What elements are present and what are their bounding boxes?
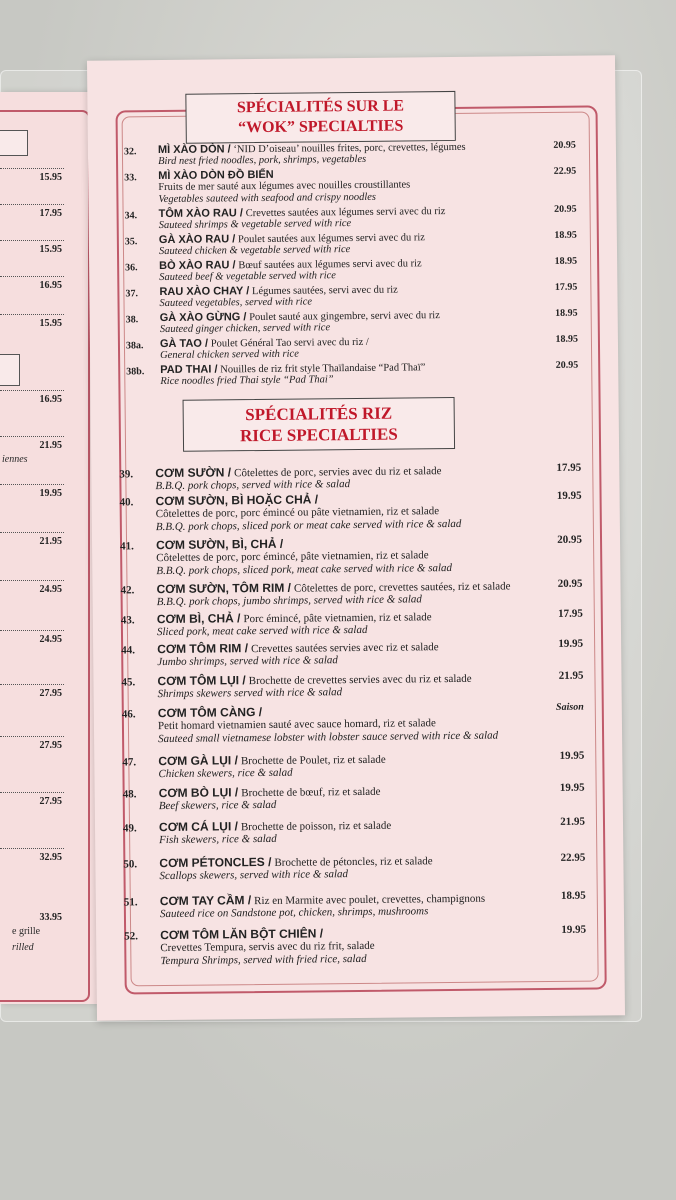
item-price: 18.95 [554,255,578,267]
item-name: CƠM TAY CẦM / [159,893,252,909]
item-description-en: Sauteed shrimps & vegetable served with rice [158,218,352,232]
item-number: 47. [122,756,137,769]
left-section-title-box [0,354,20,386]
wok-title-en: “WOK” SPECIALTIES [237,117,404,137]
item-description-fr: Côtelettes de porc, crevettes sautées, riz et salade [293,580,511,595]
item-number: 34. [124,210,138,222]
item-description-fr: Crevettes Tempura, servis avec du riz frit, salade [160,939,375,955]
item-name: CƠM GÀ LỤI / [158,753,238,769]
right-menu-page [87,55,625,1020]
item-description-fr: Côtelettes de porc, servies avec du riz et salade [234,465,442,480]
item-description-fr: Brochette de crevettes servies avec du riz et salade [248,672,472,688]
item-number: 37. [125,288,138,300]
item-description-fr: Poulet sautées aux légumes servi avec du riz [237,232,425,246]
item-name: CƠM BÌ, CHẢ / [156,611,241,627]
item-name: BÒ XÀO RAU / [159,259,236,273]
item-name: CƠM PÉTONCLES / [159,854,272,871]
item-description-fr: Bœuf sautées aux légumes servi avec du riz [238,258,422,272]
item-number: 52. [124,930,138,943]
item-number: 38. [125,314,139,326]
item-description-en: Shrimps skewers served with rice & salad [157,686,343,701]
item-name: TÔM XÀO RAU / [158,207,243,221]
item-description-en: Bird nest fried noodles, pork, shrimps, vegetables [157,153,367,168]
item-description-fr: ‘NID D’oiseau’ nouilles frites, porc, crevettes, légumes [233,141,466,156]
item-description-en: Chicken skewers, rice & salad [158,766,293,781]
item-price: 18.95 [554,229,577,241]
item-name: CƠM SƯỜN / [155,465,232,481]
item-name: PAD THAI / [160,363,218,377]
item-name: MÌ XÀO DÒN / [157,143,231,157]
item-description-en: Rice noodles fried Thai style “Pad Thai” [160,374,334,388]
item-number: 32. [123,146,137,158]
item-price: 20.95 [557,577,583,590]
item-description-en: Sauteed small vietnamese lobster with lobster sauce served with rice & salad [158,729,499,746]
item-name: GÀ XÀO RAU / [158,233,236,247]
item-description-fr: Fruits de mer sauté aux légumes avec nouilles croustillantes [158,179,411,194]
item-description-fr: Poulet sauté aux gingembre, servi avec du riz [249,310,440,324]
item-name: CƠM SƯỜN, BÌ, CHẢ / [155,536,284,553]
item-number: 38b. [126,366,145,378]
item-price: 19.95 [558,637,584,650]
item-description-en: Sauteed ginger chicken, served with rice [159,322,331,336]
item-name: MÌ XÀO DÒN ĐỒ BIỂN [158,168,274,183]
item-price: 17.95 [556,461,582,474]
item-price: 19.95 [561,923,587,936]
item-price: 18.95 [560,889,586,902]
item-description-en: B.B.Q. pork chops, jumbo shrimps, served with rice & salad [156,593,422,609]
item-description-en: Sauteed vegetables, served with rice [159,296,313,310]
item-name: RAU XÀO CHAY / [159,285,250,299]
item-number: 45. [121,676,136,689]
item-name: CƠM CÁ LỤI / [158,819,238,835]
item-name: CƠM SƯỜN, BÌ HOẶC CHẢ / [155,492,319,509]
item-description-fr: Brochette de pétoncles, riz et salade [274,855,433,869]
item-number: 35. [124,236,138,248]
item-name: CƠM TÔM LỤI / [157,673,246,689]
item-description-en: Tempura Shrimps, served with fried rice, salad [160,952,367,968]
item-number: 42. [120,584,135,597]
item-description-fr: Nouilles de riz frit style Thaïlandaise “Pad Thaï” [220,362,426,376]
left-menu-page: 15.95 17.95 15.95 16.95 15.95 16.95 21.95 iennes 19.95 21.95 24.95 24.95 27.95 27.95 27.95 32.95 33.95 e grille rilled [0,92,104,1004]
item-price: Saison [555,701,584,713]
item-description-en: Sauteed beef & vegetable served with rice [159,270,336,284]
item-number: 49. [122,822,137,835]
item-description-en: Sauteed rice on Sandstone pot, chicken, shrimps, mushrooms [159,905,429,921]
left-section-title-box [0,130,28,156]
item-price: 18.95 [555,333,578,345]
item-number: 41. [120,540,134,553]
item-price: 20.95 [553,139,576,151]
item-description-fr: Brochette de bœuf, riz et salade [241,785,381,800]
item-number: 44. [121,644,135,657]
item-description-fr: Riz en Marmite avec poulet, crevettes, champignons [254,892,486,908]
item-price: 20.95 [555,359,579,371]
item-number: 39. [119,468,134,481]
rice-section-title [183,397,456,452]
item-number: 33. [124,172,137,184]
wok-title-fr: SPÉCIALITÉS SUR LE [236,97,405,117]
item-description-en: B.B.Q. pork chops, sliced pork, meat cake served with rice & salad [156,561,453,578]
item-price: 20.95 [557,533,583,546]
item-description-en: Vegetables sauteed with seafood and crispy noodles [158,191,377,206]
item-price: 17.95 [557,607,583,620]
item-name: CƠM BÒ LỤI / [158,785,239,801]
item-price: 22.95 [553,165,577,177]
item-description-fr: Brochette de poisson, riz et salade [240,819,392,834]
item-price: 21.95 [560,815,586,828]
item-description-en: Fish skewers, rice & salad [159,832,277,847]
item-description-fr: Légumes sautées, servi avec du riz [251,284,398,298]
item-price: 19.95 [559,781,585,794]
item-description-fr: Poulet Général Tao servi avec du riz / [210,336,369,350]
item-description-en: Beef skewers, rice & salad [158,798,277,813]
item-description-en: B.B.Q. pork chops, served with rice & salad [155,478,351,493]
item-description-fr: Brochette de Poulet, riz et salade [240,753,386,768]
item-description-fr: Côtelettes de porc, porc émincé ou pâte vietnamien, riz et salade [155,505,440,521]
item-name: CƠM TÔM LĂN BỘT CHIÊN / [160,926,324,943]
item-number: 38a. [125,340,144,352]
item-price: 21.95 [558,669,584,682]
item-price: 17.95 [554,281,578,293]
item-number: 46. [121,708,136,721]
item-description-en: Jumbo shrimps, served with rice & salad [157,654,338,669]
item-price: 18.95 [555,307,578,319]
rice-title-en: RICE SPECIALTIES [239,424,398,446]
item-title-line [160,336,369,350]
item-description-en: Sliced pork, meat cake served with rice & salad [156,623,368,639]
item-name: CƠM TÔM RIM / [157,641,249,657]
item-description-fr: Crevettes sautées aux légumes servi avec du riz [245,206,446,220]
item-price: 20.95 [554,203,577,215]
item-description-fr: Petit homard vietnamien sauté avec sauce homard, riz et salade [157,717,436,733]
item-number: 48. [122,788,137,801]
rice-title-fr: SPÉCIALITÉS RIZ [245,403,393,425]
item-description-fr: Côtelettes de porc, porc émincé, pâte vietnamien, riz et salade [156,549,429,565]
item-name: CƠM SƯỜN, TÔM RIM / [156,580,292,597]
item-price: 19.95 [556,489,582,502]
item-description-en: Sauteed chicken & vegetable served with rice [158,244,351,258]
item-description-fr: Crevettes sautées servies avec riz et salade [250,641,439,656]
item-description-fr: Porc émincé, pâte vietnamien, riz et salade [243,611,432,626]
item-description-en: B.B.Q. pork chops, sliced pork or meat cake served with rice & salad [155,517,462,534]
item-name: GÀ TAO / [159,337,209,351]
item-name: CƠM TÔM CÀNG / [157,704,263,721]
item-number: 43. [120,614,135,627]
item-description-en: General chicken served with rice [160,348,299,362]
item-number: 51. [123,896,138,909]
wok-section-title [185,91,456,144]
item-description-en: Scallops skewers, served with rice & salad [159,868,349,883]
item-number: 36. [125,262,138,274]
item-number: 50. [123,858,138,871]
item-price: 19.95 [559,749,585,762]
item-number: 40. [119,496,134,509]
item-name: GÀ XÀO GỪNG / [159,311,247,325]
item-price: 22.95 [560,851,586,864]
